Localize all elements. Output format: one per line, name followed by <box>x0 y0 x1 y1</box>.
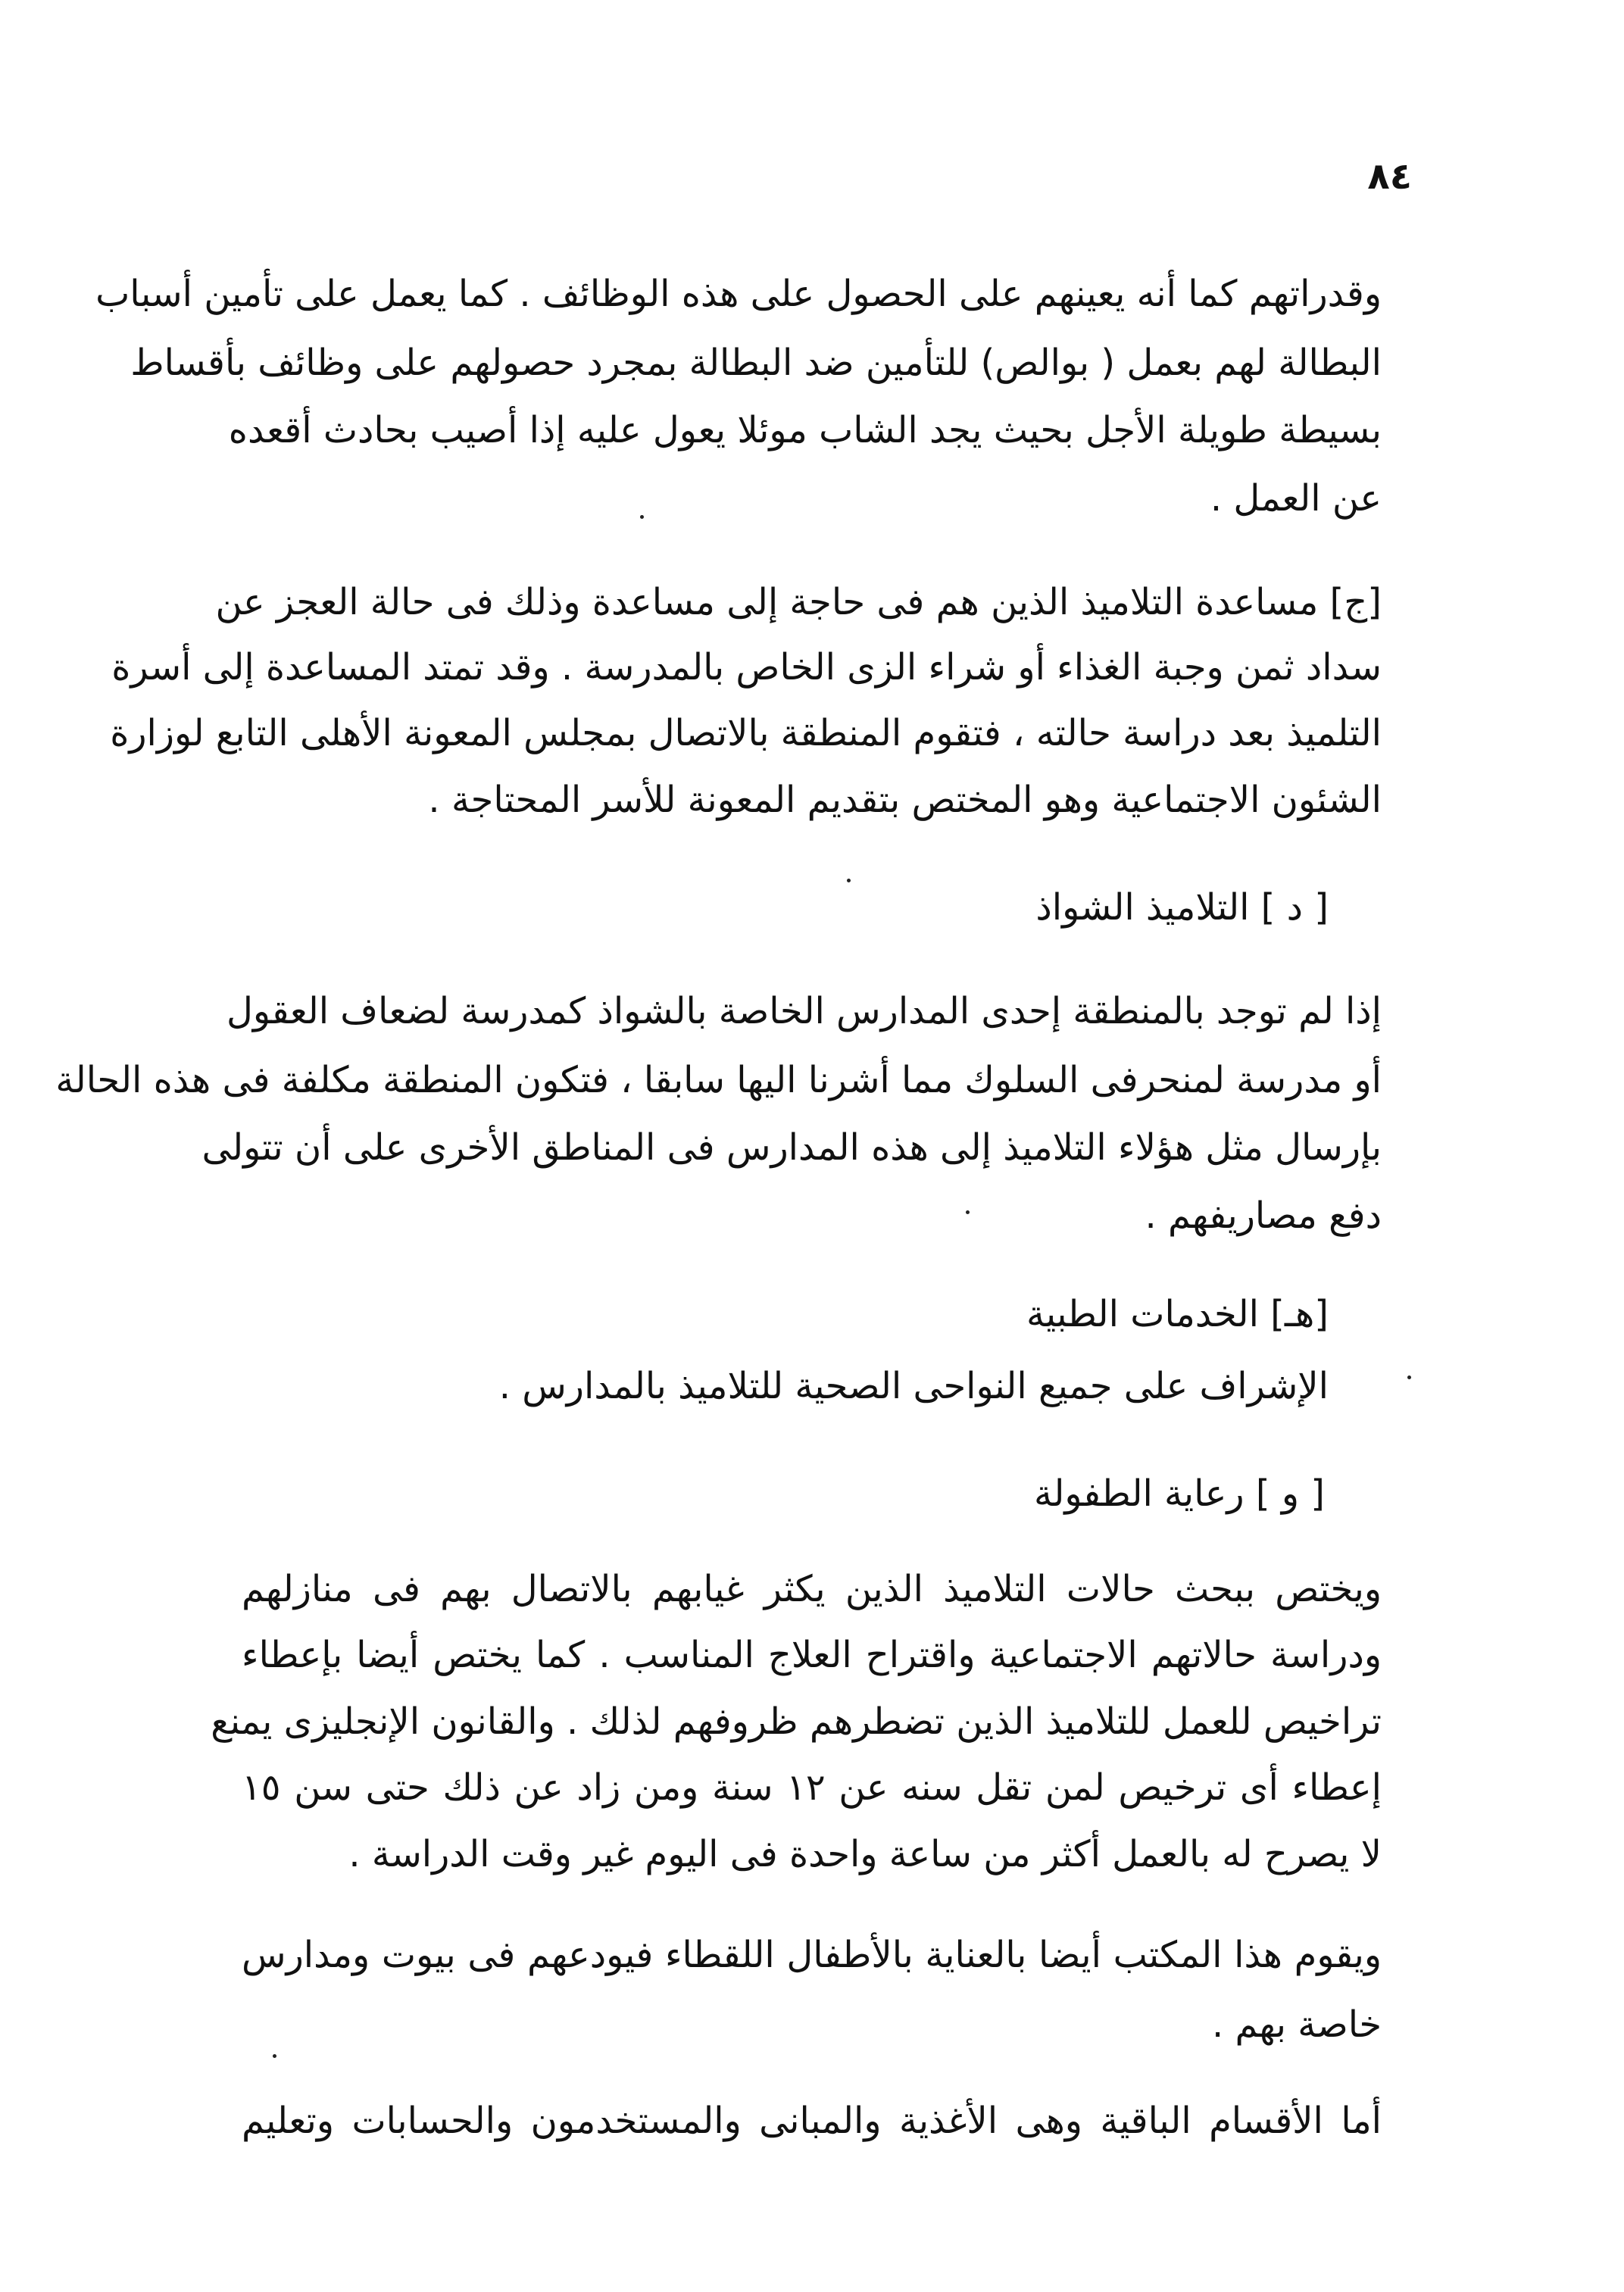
scan-speck <box>847 879 851 882</box>
text-line: ويختص ببحث حالات التلاميذ الذين يكثر غيابهم بالاتصال بهم فى منازلهم <box>242 1568 1382 1610</box>
text-line: تراخيص للعمل للتلاميذ الذين تضطرهم ظروفهم لذلك . والقانون الإنجليزى يمنع <box>211 1700 1382 1743</box>
text-line: سداد ثمن وجبة الغذاء أو شراء الزى الخاص بالمدرسة . وقد تمتد المساعدة إلى أسرة <box>111 646 1382 689</box>
text-line: الإشراف على جميع النواحى الصحية للتلاميذ بالمدارس . <box>498 1365 1329 1407</box>
text-line: [ج] مساعدة التلاميذ الذين هم فى حاجة إلى مساعدة وذلك فى حالة العجز عن <box>215 581 1382 623</box>
text-line: البطالة لهم بعمل ( بوالص) للتأمين ضد البطالة بمجرد حصولهم على وظائف بأقساط <box>130 342 1382 384</box>
text-line: عن العمل . <box>1210 477 1382 520</box>
text-line: ودراسة حالاتهم الاجتماعية واقتراح العلاج المناسب . كما يختص أيضا بإعطاء <box>242 1634 1382 1676</box>
text-line: إذا لم توجد بالمنطقة إحدى المدارس الخاصة بالشواذ كمدرسة لضعاف العقول <box>226 990 1382 1032</box>
scan-speck <box>966 1210 970 1214</box>
text-line: أما الأقسام الباقية وهى الأغذية والمبانى والمستخدمون والحسابات وتعليم <box>242 2100 1382 2142</box>
scan-speck <box>1407 1376 1411 1379</box>
section-heading: [ و ] رعاية الطفولة <box>1034 1472 1325 1515</box>
text-line: وقدراتهم كما أنه يعينهم على الحصول على هذه الوظائف . كما يعمل على تأمين أسباب <box>95 273 1382 315</box>
section-heading: [ د ] التلاميذ الشواذ <box>1035 886 1329 929</box>
text-line: إعطاء أى ترخيص لمن تقل سنه عن ١٢ سنة ومن زاد عن ذلك حتى سن ١٥ <box>242 1766 1382 1809</box>
page-number: ٨٤ <box>1367 155 1412 198</box>
text-line: خاصة بهم . <box>1212 2003 1382 2046</box>
text-line: أو مدرسة لمنحرفى السلوك مما أشرنا اليها سابقا ، فتكون المنطقة مكلفة فى هذه الحالة <box>55 1059 1382 1101</box>
text-line: لا يصرح له بالعمل أكثر من ساعة واحدة فى اليوم غير وقت الدراسة . <box>348 1833 1382 1875</box>
text-line: التلميذ بعد دراسة حالته ، فتقوم المنطقة بالاتصال بمجلس المعونة الأهلى التابع لوزارة <box>110 712 1382 754</box>
text-line: ويقوم هذا المكتب أيضا بالعناية بالأطفال اللقطاء فيودعهم فى بيوت ومدارس <box>242 1934 1382 1976</box>
text-line: دفع مصاريفهم . <box>1145 1194 1382 1237</box>
text-line: الشئون الاجتماعية وهو المختص بتقديم المعونة للأسر المحتاجة . <box>428 779 1382 821</box>
scan-speck <box>640 515 644 519</box>
text-line: بإرسال مثل هؤلاء التلاميذ إلى هذه المدارس فى المناطق الأخرى على أن تتولى <box>201 1126 1382 1169</box>
text-line: بسيطة طويلة الأجل بحيث يجد الشاب موئلا يعول عليه إذا أصيب بحادث أقعده <box>228 409 1382 451</box>
section-heading: [هـ] الخدمات الطبية <box>1026 1293 1329 1335</box>
scan-speck <box>273 2054 276 2058</box>
